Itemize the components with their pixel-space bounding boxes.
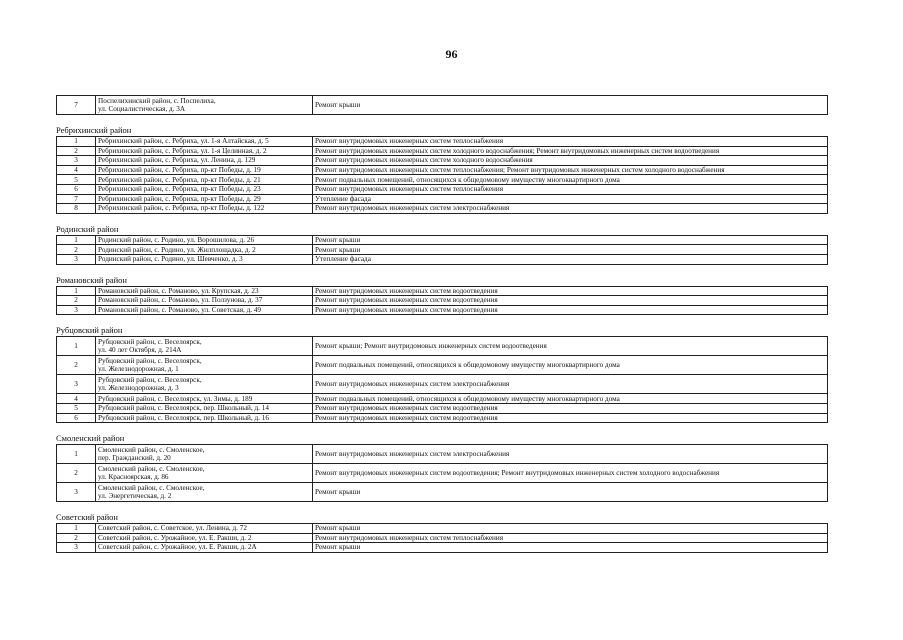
district-table: [56, 336, 828, 423]
address-cell: [96, 96, 313, 115]
row-number: 4: [57, 165, 96, 175]
district-heading: Советский район: [56, 512, 118, 523]
address-line: Смоленский район, с. Смоленское,: [98, 445, 205, 454]
address-line: ул. Железнодорожная, д. 1: [98, 365, 179, 374]
address-cell: [96, 464, 313, 483]
work-type-cell: Ремонт крыши; Ремонт внутридомовых инженерных систем водоотведения: [313, 337, 828, 356]
district-table: [56, 136, 828, 214]
address-cell: [96, 156, 313, 166]
address-cell: [96, 254, 313, 264]
address-line: ул. Социалистическая, д. 3А: [98, 105, 186, 113]
table-row: [57, 483, 828, 502]
address-line: ул. Железнодорожная, д. 3: [98, 384, 179, 393]
table-row: [57, 204, 828, 214]
address-cell: [96, 483, 313, 502]
address-line: Рубцовский район, с. Веселоярск,: [98, 338, 202, 347]
address-line: Советский район, с. Советское, ул. Ленина, д. 72: [98, 524, 247, 533]
row-number: 3: [57, 305, 96, 315]
row-number: 3: [57, 156, 96, 166]
address-cell: [96, 394, 313, 404]
row-number: 3: [57, 543, 96, 553]
address-cell: [96, 524, 313, 534]
table-row: [57, 184, 828, 194]
work-type-cell: Ремонт внутридомовых инженерных систем водоотведения: [313, 305, 828, 315]
row-number: 1: [57, 337, 96, 356]
row-number: 3: [57, 375, 96, 394]
work-type-cell: Утепление фасада: [313, 194, 828, 204]
address-cell: [96, 204, 313, 214]
address-line: Романовский район, с. Романово, ул. Ползунова, д. 37: [98, 296, 263, 305]
address-line: Рубцовский район, с. Веселоярск, ул. Зимы, д. 189: [98, 394, 253, 403]
table-row: [57, 533, 828, 543]
address-cell: [96, 413, 313, 423]
row-number: 2: [57, 533, 96, 543]
row-number: 2: [57, 356, 96, 375]
district-table: [56, 286, 828, 316]
row-number: 7: [57, 96, 96, 115]
district-table: [56, 444, 828, 502]
district-heading: Романовский район: [56, 274, 127, 285]
district-heading: Смоленский район: [56, 433, 125, 444]
row-number: 5: [57, 175, 96, 185]
address-line: ул. Энергетическая, д. 2: [98, 492, 172, 501]
address-cell: [96, 194, 313, 204]
work-type-cell: Ремонт внутридомовых инженерных систем водоотведения: [313, 413, 828, 423]
address-line: Ребрихинский район, с. Ребриха, ул. 1-я Целинная, д. 2: [98, 146, 267, 155]
address-line: Романовский район, с. Романово, ул. Советская, д. 49: [98, 305, 262, 314]
address-line: Родинский район, с. Родино, ул. Жилплощадка, д. 2: [98, 245, 256, 254]
district-heading: Ребрихинский район: [56, 125, 132, 135]
table-row: [57, 175, 828, 185]
address-line: ул. Красноярская, д. 86: [98, 473, 169, 482]
work-type-cell: Ремонт внутридомовых инженерных систем теплоснабжения: [313, 137, 828, 147]
table-row: [57, 524, 828, 534]
work-type-cell: Ремонт внутридомовых инженерных систем водоотведения: [313, 286, 828, 296]
table-row: [57, 296, 828, 306]
district-table: [56, 523, 828, 553]
district-heading: Родинский район: [56, 223, 119, 234]
table-row: [57, 235, 828, 245]
row-number: 2: [57, 464, 96, 483]
district-table: [56, 95, 828, 115]
table-row: [57, 305, 828, 315]
work-type-cell: Ремонт внутридомовых инженерных систем водоотведения: [313, 296, 828, 306]
row-number: 1: [57, 524, 96, 534]
table-row: [57, 146, 828, 156]
address-line: Советский район, с. Урожайное, ул. Е. Ракши, д. 2: [98, 533, 252, 542]
district-heading: Рубцовский район: [56, 325, 123, 336]
row-number: 2: [57, 245, 96, 255]
address-line: Рубцовский район, с. Веселоярск,: [98, 357, 202, 366]
row-number: 4: [57, 394, 96, 404]
work-type-cell: Ремонт внутридомовых инженерных систем теплоснабжения: [313, 533, 828, 543]
table-row: [57, 543, 828, 553]
address-line: Поспелихинский район, с. Поспелиха,: [98, 96, 216, 105]
address-line: Ребрихинский район, с. Ребриха, ул. Ленина, д. 129: [98, 156, 256, 165]
table-row: [57, 286, 828, 296]
table-row: [57, 403, 828, 413]
address-line: Смоленский район, с. Смоленское,: [98, 483, 205, 492]
work-type-cell: Утепление фасада: [313, 254, 828, 264]
page-number: 96: [445, 47, 458, 61]
address-cell: [96, 403, 313, 413]
work-type-cell: Ремонт крыши: [313, 543, 828, 553]
address-line: Ребрихинский район, с. Ребриха, пр-кт Победы, д. 21: [98, 175, 261, 184]
work-type-cell: Ремонт крыши: [313, 96, 828, 115]
address-line: Рубцовский район, с. Веселоярск, пер. Школьный, д. 16: [98, 413, 269, 422]
address-cell: [96, 286, 313, 296]
district-table: [56, 235, 828, 265]
address-line: Советский район, с. Урожайное, ул. Е. Ракши, д. 2А: [98, 543, 257, 552]
row-number: 2: [57, 296, 96, 306]
table-row: [57, 375, 828, 394]
table-row: [57, 194, 828, 204]
work-type-cell: Ремонт внутридомовых инженерных систем холодного водоснабжения: [313, 156, 828, 166]
work-type-cell: Ремонт подвальных помещений, относящихся к общедомовому имуществу многоквартирного дома: [313, 356, 828, 375]
table-row: [57, 165, 828, 175]
table-row: [57, 464, 828, 483]
table-row: [57, 156, 828, 166]
table-row: [57, 356, 828, 375]
address-line: Ребрихинский район, с. Ребриха, ул. 1-я Алтайская, д. 5: [98, 137, 269, 146]
row-number: 6: [57, 413, 96, 423]
address-line: Родинский район, с. Родино, ул. Ворошилова, д. 26: [98, 235, 255, 244]
document-table: [56, 95, 828, 553]
address-line: пер. Гражданский, д. 20: [98, 454, 171, 463]
address-cell: [96, 235, 313, 245]
work-type-cell: Ремонт подвальных помещений, относящихся к общедомовому имуществу многоквартирного дома: [313, 394, 828, 404]
table-row: [57, 413, 828, 423]
row-number: 7: [57, 194, 96, 204]
address-line: Ребрихинский район, с. Ребриха, пр-кт Победы, д. 19: [98, 165, 261, 174]
address-cell: [96, 137, 313, 147]
row-number: 2: [57, 146, 96, 156]
address-line: Смоленский район, с. Смоленское,: [98, 464, 205, 473]
work-type-cell: Ремонт крыши: [313, 235, 828, 245]
address-cell: [96, 296, 313, 306]
address-line: Ребрихинский район, с. Ребриха, пр-кт Победы, д. 122: [98, 204, 265, 213]
row-number: 1: [57, 235, 96, 245]
address-line: Романовский район, с. Романово, ул. Крупская, д. 23: [98, 286, 259, 295]
address-line: Рубцовский район, с. Веселоярск,: [98, 376, 202, 385]
work-type-cell: Ремонт внутридомовых инженерных систем теплоснабжения: [313, 184, 828, 194]
row-number: 1: [57, 137, 96, 147]
address-cell: [96, 337, 313, 356]
work-type-cell: Ремонт внутридомовых инженерных систем водоотведения; Ремонт внутридомовых инженерных систем холодного водоснабжения: [313, 464, 828, 483]
row-number: 1: [57, 286, 96, 296]
work-type-cell: Ремонт внутридомовых инженерных систем электроснабжения: [313, 375, 828, 394]
address-line: Рубцовский район, с. Веселоярск, пер. Школьный, д. 14: [98, 404, 269, 413]
address-line: ул. 40 лет Октября, д. 214А: [98, 346, 182, 355]
address-line: Родинский район, с. Родино, ул. Шевченко, д. 3: [98, 255, 243, 264]
address-cell: [96, 146, 313, 156]
row-number: 6: [57, 184, 96, 194]
address-line: Ребрихинский район, с. Ребриха, пр-кт Победы, д. 23: [98, 185, 261, 194]
row-number: 3: [57, 254, 96, 264]
row-number: 3: [57, 483, 96, 502]
address-cell: [96, 305, 313, 315]
address-cell: [96, 175, 313, 185]
work-type-cell: Ремонт внутридомовых инженерных систем теплоснабжения; Ремонт внутридомовых инженерных систем холодного водоснабжения: [313, 165, 828, 175]
address-line: Ребрихинский район, с. Ребриха, пр-кт Победы, д. 29: [98, 194, 261, 203]
row-number: 5: [57, 403, 96, 413]
table-row: [57, 254, 828, 264]
work-type-cell: Ремонт внутридомовых инженерных систем электроснабжения: [313, 445, 828, 464]
work-type-cell: Ремонт внутридомовых инженерных систем водоотведения: [313, 403, 828, 413]
address-cell: [96, 245, 313, 255]
address-cell: [96, 165, 313, 175]
work-type-cell: Ремонт подвальных помещений, относящихся к общедомовому имуществу многоквартирного дома: [313, 175, 828, 185]
row-number: 1: [57, 445, 96, 464]
work-type-cell: Ремонт крыши: [313, 524, 828, 534]
table-row: [57, 394, 828, 404]
address-cell: [96, 445, 313, 464]
work-type-cell: Ремонт крыши: [313, 483, 828, 502]
address-cell: [96, 356, 313, 375]
table-row: [57, 245, 828, 255]
table-row: [57, 96, 828, 115]
table-row: [57, 445, 828, 464]
work-type-cell: Ремонт внутридомовых инженерных систем холодного водоснабжения; Ремонт внутридомовых инженерных систем водоотведения: [313, 146, 828, 156]
row-number: 8: [57, 204, 96, 214]
work-type-cell: Ремонт крыши: [313, 245, 828, 255]
address-cell: [96, 533, 313, 543]
address-cell: [96, 375, 313, 394]
address-cell: [96, 184, 313, 194]
work-type-cell: Ремонт внутридомовых инженерных систем электроснабжения: [313, 204, 828, 214]
address-cell: [96, 543, 313, 553]
table-row: [57, 337, 828, 356]
table-row: [57, 137, 828, 147]
